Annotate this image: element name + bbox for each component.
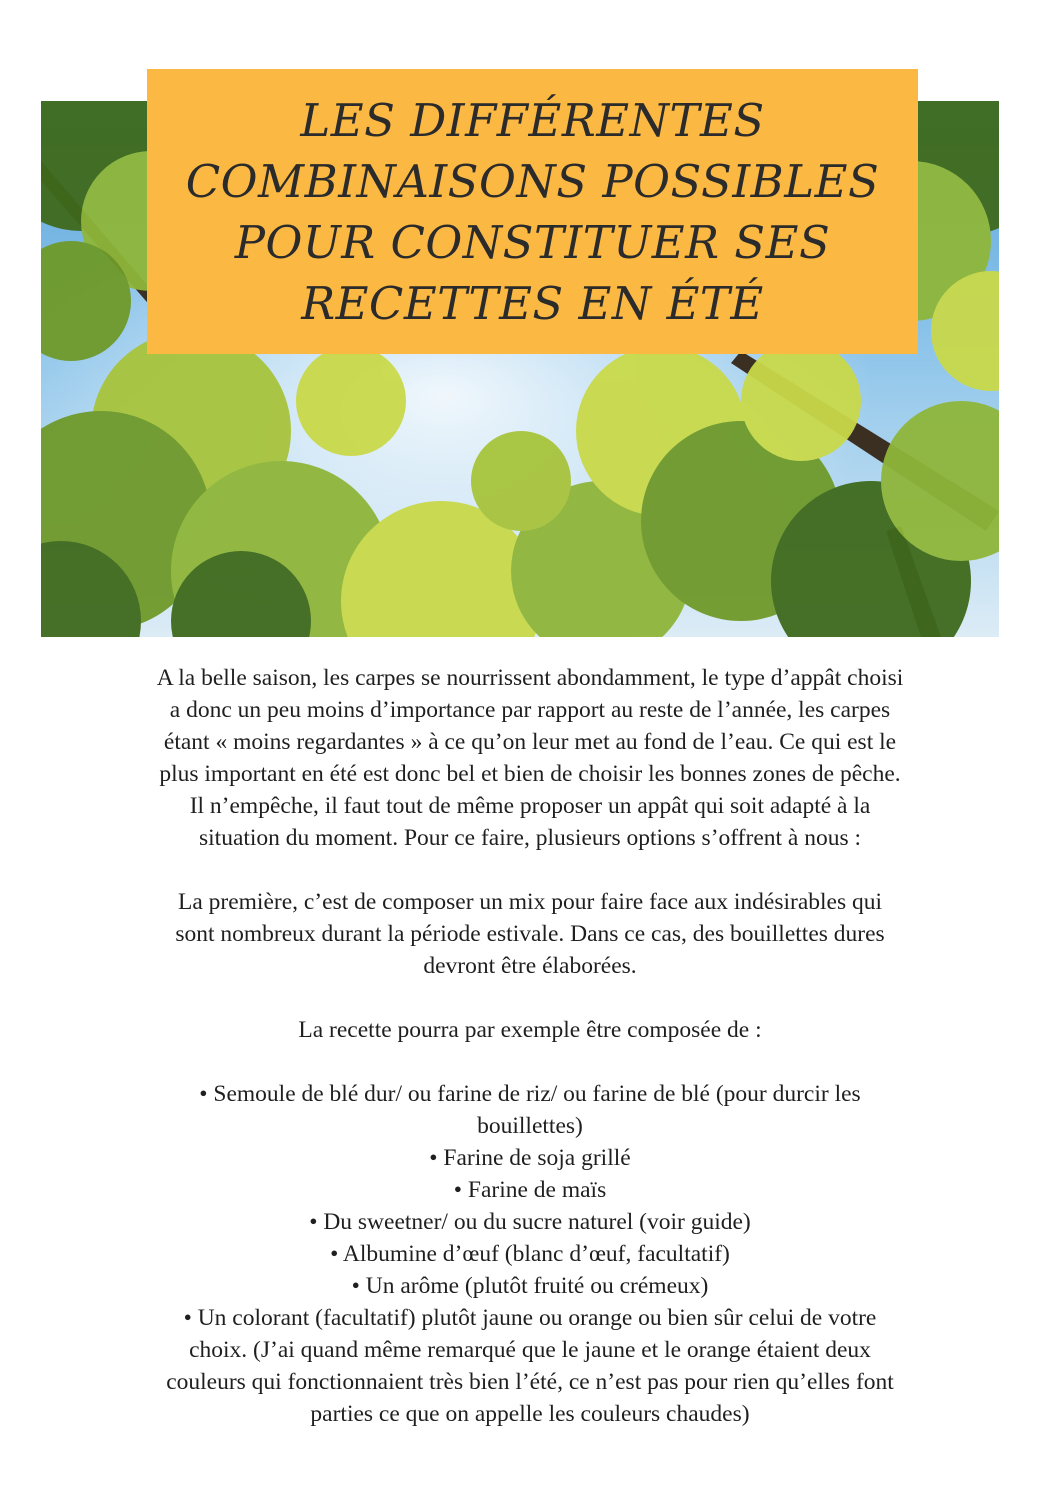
ingredient-item <box>40 1078 1020 1142</box>
first-option-line: La première, c’est de composer un mix pour faire face aux indésirables qui <box>177 889 883 915</box>
ingredient-list <box>40 1078 1020 1430</box>
intro-line: A la belle saison, les carpes se nourrissent abondamment, le type d’appât choisi <box>156 665 904 691</box>
ingredient-line: • Un colorant (facultatif) plutôt jaune ou orange ou bien sûr celui de votre <box>183 1305 877 1331</box>
ingredient-line: • Albumine d’œuf (blanc d’œuf, facultatif) <box>330 1241 730 1267</box>
intro-line: Il n’empêche, il faut tout de même proposer un appât qui soit adapté à la <box>189 793 871 819</box>
ingredient-line: parties ce que on appelle les couleurs chaudes) <box>310 1401 750 1427</box>
ingredient-line: • Semoule de blé dur/ ou farine de riz/ ou farine de blé (pour durcir les <box>199 1081 861 1107</box>
first-option-paragraph <box>40 886 1020 982</box>
ingredient-item <box>40 1270 1020 1302</box>
ingredient-line: • Farine de soja grillé <box>429 1145 631 1171</box>
recipe-intro: La recette pourra par exemple être composée de : <box>298 1017 762 1043</box>
ingredient-item <box>40 1206 1020 1238</box>
intro-paragraph <box>40 662 1020 854</box>
article-body <box>40 662 1020 1430</box>
ingredient-item <box>40 1174 1020 1206</box>
ingredient-line: • Farine de maïs <box>453 1177 607 1203</box>
ingredient-line: • Un arôme (plutôt fruité ou crémeux) <box>351 1273 709 1299</box>
intro-line: a donc un peu moins d’importance par rapport au reste de l’année, les carpes <box>169 697 891 723</box>
ingredient-item <box>40 1302 1020 1430</box>
intro-line: plus important en été est donc bel et bien de choisir les bonnes zones de pêche. <box>159 761 901 787</box>
first-option-line: devront être élaborées. <box>423 953 637 979</box>
ingredient-line: couleurs qui fonctionnaient très bien l’été, ce n’est pas pour rien qu’elles font <box>166 1369 894 1395</box>
ingredient-line: choix. (J’ai quand même remarqué que le jaune et le orange étaient deux <box>189 1337 871 1363</box>
ingredient-line: bouillettes) <box>477 1113 583 1139</box>
page-title: LES DIFFÉRENTES COMBINAISONS POSSIBLES POUR CONSTITUER SES RECETTES EN ÉTÉ <box>185 93 880 330</box>
ingredient-line: • Du sweetner/ ou du sucre naturel (voir guide) <box>309 1209 751 1235</box>
ingredient-item <box>40 1238 1020 1270</box>
intro-line: situation du moment. Pour ce faire, plusieurs options s’offrent à nous : <box>198 825 862 851</box>
title-banner <box>147 69 918 354</box>
ingredient-item <box>40 1142 1020 1174</box>
first-option-line: sont nombreux durant la période estivale. Dans ce cas, des bouillettes dures <box>175 921 885 947</box>
intro-line: étant « moins regardantes » à ce qu’on leur met au fond de l’eau. Ce qui est le <box>163 729 897 755</box>
